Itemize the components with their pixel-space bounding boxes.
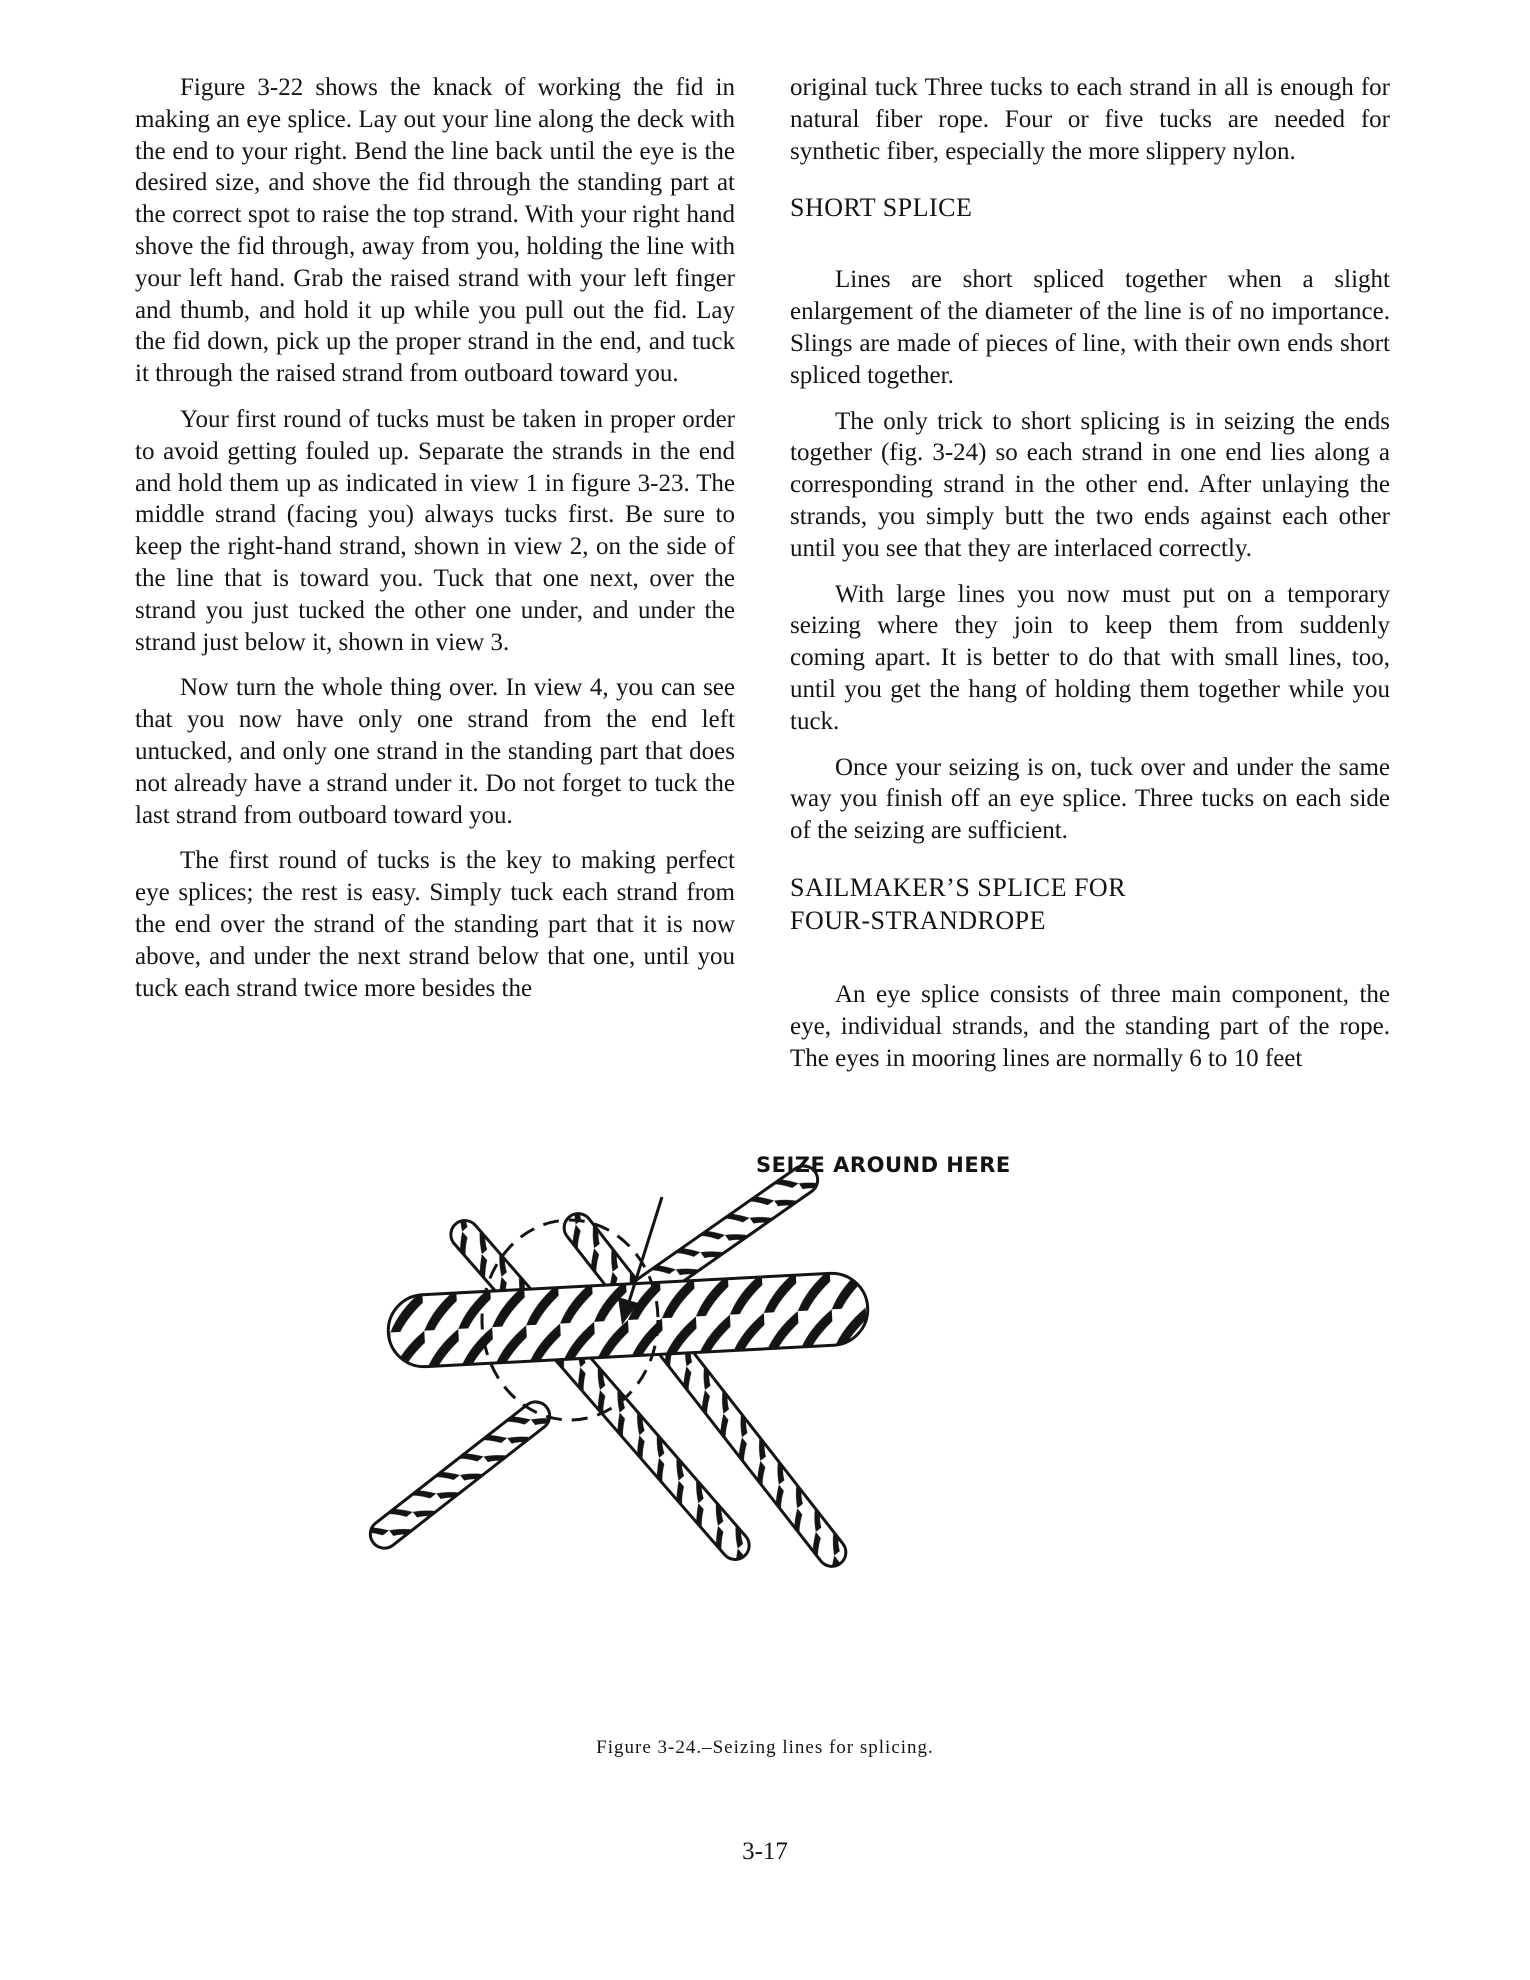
rope-splice-illustration bbox=[360, 1125, 1160, 1725]
rope-strand-lower-left bbox=[365, 1396, 556, 1554]
rope-main-line bbox=[386, 1271, 869, 1368]
paragraph: The first round of tucks is the key to making perfect eye splices; the rest is easy. Simply tuck each strand from the end over the strand of the standing part that it is now above, and under the next strand below that one, until you tuck each strand twice more besides the bbox=[135, 847, 735, 1002]
page-number: 3-17 bbox=[742, 1838, 788, 1865]
figure-label: SEIZE AROUND HERE bbox=[756, 1153, 1011, 1177]
section-heading-short-splice: SHORT SPLICE bbox=[790, 193, 973, 223]
paragraph: Your first round of tucks must be taken in proper order to avoid getting fouled up. Separate the strands in the end and hold them up as indicated in view 1 in figure 3-23. The middle strand (facing you) always tucks first. Be sure to keep the right-hand strand, shown in view 2, on the side of the line that is toward you. Tuck that one next, over the strand you just tucked the other one under, and under the strand just below it, shown in view 3. bbox=[135, 405, 735, 656]
continued-paragraph: original tuck Three tucks to each strand in all is enough for natural fiber rope. Four or five tucks are needed for synthetic fiber, especially the more slippery nylon. bbox=[790, 74, 1390, 165]
section-heading-sailmaker-line1: SAILMAKER’S SPLICE FOR bbox=[790, 872, 1127, 902]
paragraph: Figure 3-22 shows the knack of working the fid in making an eye splice. Lay out your line along the deck with the end to your right. Bend the line back until the eye is the desired size, and shove the fid through the standing part at the correct spot to raise the top strand. With your right hand shove the fid through, away from you, holding the line with your left hand. Grab the raised strand with your left finger and thumb, and hold it up while you pull out the fid. Lay the fid down, pick up the proper strand in the end, and tuck it through the raised strand from outboard toward you. bbox=[135, 74, 735, 388]
left-column bbox=[135, 72, 735, 1018]
paragraph: With large lines you now must put on a temporary seizing where they join to keep them from suddenly coming apart. It is better to do that with small lines, too, until you get the hang of holding them together while you tuck. bbox=[790, 580, 1390, 735]
paragraph: Lines are short spliced together when a slight enlargement of the diameter of the line is of no importance. Slings are made of pieces of line, with their own ends short spliced together. bbox=[790, 266, 1390, 389]
paragraph: The only trick to short splicing is in seizing the ends together (fig. 3-24) so each strand in one end lies along a corresponding strand in the other end. After unlaying the strands, you simply butt the two ends against each other until you see that they are interlaced correctly. bbox=[790, 407, 1390, 562]
paragraph: Now turn the whole thing over. In view 4, you can see that you now have only one strand from the end left untucked, and only one strand in the standing part that does not already have a strand under it. Do not forget to tuck the last strand from outboard toward you. bbox=[135, 674, 735, 829]
right-column bbox=[790, 72, 1390, 1088]
paragraph: Once your seizing is on, tuck over and under the same way you finish off an eye splice. Three tucks on each side of the seizing are sufficient. bbox=[790, 753, 1390, 845]
paragraph: An eye splice consists of three main component, the eye, individual strands, and the standing part of the rope. The eyes in mooring lines are normally 6 to 10 feet bbox=[790, 980, 1390, 1072]
section-heading-sailmaker-line2: FOUR-STRANDROPE bbox=[790, 905, 1046, 935]
figure-caption: Figure 3-24.–Seizing lines for splicing. bbox=[596, 1737, 934, 1758]
